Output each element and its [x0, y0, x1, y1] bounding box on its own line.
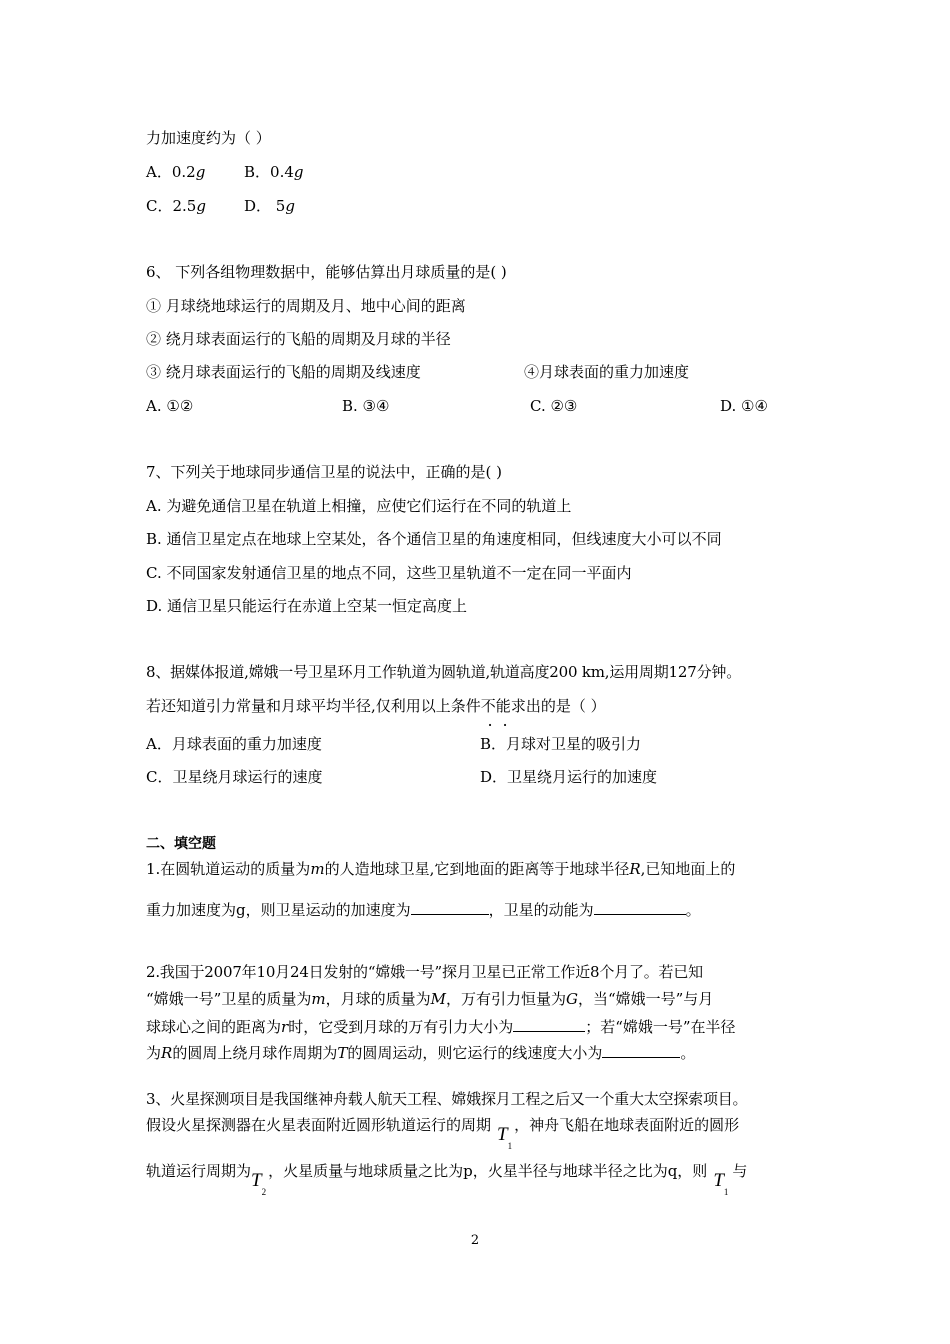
q8-option-b: B．月球对卫星的吸引力 — [480, 735, 642, 753]
q7-stem: 7、下列关于地球同步通信卫星的说法中，正确的是( ) — [146, 463, 503, 481]
f3-text-3b: ，火星质量与地球质量之比为p，火星半径与地球半径之比为q，则 — [268, 1162, 708, 1180]
q5-option-d-g: g — [285, 197, 295, 215]
f2-line-3 — [146, 1015, 736, 1037]
f2-line-2 — [146, 989, 713, 1009]
f1-var-m: m — [310, 860, 325, 878]
q6-item-1: ① 月球绕地球运行的周期及月、地中心间的距离 — [146, 297, 466, 315]
f2-text-2a: “嫦娥一号”卫星的质量为 — [146, 990, 312, 1008]
f3-symbol-T2 — [251, 1170, 267, 1197]
f2-var-m: m — [311, 990, 326, 1008]
q8-option-a: A．月球表面的重力加速度 — [146, 735, 322, 753]
q5-option-c — [146, 196, 206, 216]
f2-var-T: T — [337, 1044, 348, 1062]
q8-line-1: 8、据媒体报道,嫦娥一号卫星环月工作轨道为圆轨道,轨道高度200 km,运用周期127分钟。 — [146, 663, 741, 681]
q5-option-a-g: g — [195, 163, 206, 181]
f2-text-2c: ，万有引力恒量为 — [445, 990, 566, 1008]
f3-symbol-T1-ratio-letter: T — [713, 1170, 724, 1191]
f1-text-1a: 1.在圆轨道运动的质量为 — [146, 860, 311, 878]
q6-stem: 6、 下列各组物理数据中，能够估算出月球质量的是( ) — [146, 263, 507, 281]
f2-text-3c: ；若“嫦娥一号”在半径 — [585, 1018, 736, 1036]
f3-text-2b: ，神舟飞船在地球表面附近的圆形 — [514, 1116, 740, 1134]
q5-option-b — [244, 162, 304, 182]
page-number: 2 — [470, 1233, 480, 1248]
q6-option-b: B. ③④ — [342, 397, 390, 415]
f3-text-3c: 与 — [732, 1162, 748, 1180]
f2-text-4d: 。 — [680, 1044, 696, 1062]
f3-symbol-T2-letter: T — [251, 1170, 262, 1191]
f3-line-2 — [146, 1115, 740, 1151]
f3-symbol-T1-ratio — [713, 1170, 729, 1197]
q5-option-c-text: C．2.5 — [146, 197, 197, 215]
f2-line-4 — [146, 1041, 695, 1063]
f1-line-2 — [146, 898, 701, 920]
f1-var-R: R — [629, 860, 641, 878]
q7-option-a: A. 为避免通信卫星在轨道上相撞，应使它们运行在不同的轨道上 — [146, 497, 572, 515]
q8-emphasis-not: 不 — [480, 697, 496, 715]
f1-text-1c: ,已知地面上的 — [640, 860, 736, 878]
f2-blank-gravitational-force[interactable] — [513, 1015, 585, 1032]
f2-text-4c: 的圆周运动，则它运行的线速度大小为 — [347, 1044, 603, 1062]
f1-text-1b: 的人造地球卫星,它到地面的距离等于地球半径 — [324, 860, 630, 878]
q5-option-d-text: D． 5 — [244, 197, 286, 215]
q5-option-b-text: B．0.4 — [244, 163, 294, 181]
q7-option-d: D. 通信卫星只能运行在赤道上空某一恒定高度上 — [146, 597, 468, 615]
q5-option-a — [146, 162, 205, 182]
f2-text-3a: 球球心之间的距离为 — [146, 1018, 282, 1036]
f1-text-2c: 。 — [685, 901, 701, 919]
q8-option-d: D．卫星绕月运行的加速度 — [480, 768, 658, 786]
f2-text-3b: 时，它受到月球的万有引力大小为 — [288, 1018, 514, 1036]
q5-option-b-g: g — [293, 163, 304, 181]
q8-line-2-post: 求出的是（ ） — [510, 697, 606, 715]
f1-line-1 — [146, 859, 735, 879]
f2-var-R: R — [161, 1044, 173, 1062]
f1-blank-kinetic-energy[interactable] — [594, 898, 686, 915]
f2-var-G: G — [565, 990, 578, 1008]
f1-blank-acceleration[interactable] — [411, 898, 489, 915]
q8-option-c: C．卫星绕月球运行的速度 — [146, 768, 323, 786]
f2-line-1: 2.我国于2007年10月24日发射的“嫦娥一号”探月卫星已正常工作近8个月了。若已知 — [146, 963, 703, 981]
q6-item-3: ③ 绕月球表面运行的飞船的周期及线速度 — [146, 363, 421, 381]
q7-option-c: C. 不同国家发射通信卫星的地点不同，这些卫星轨道不一定在同一平面内 — [146, 564, 632, 582]
f2-text-2d: ，当“嫦娥一号”与月 — [577, 990, 714, 1008]
q7-option-b: B. 通信卫星定点在地球上空某处，各个通信卫星的角速度相同，但线速度大小可以不同 — [146, 530, 722, 548]
f1-text-2a: 重力加速度为g，则卫星运动的加速度为 — [146, 901, 411, 919]
f3-text-3a: 轨道运行周期为 — [146, 1162, 252, 1180]
q8-line-2 — [146, 696, 606, 716]
q5-option-d — [244, 196, 295, 216]
f3-line-1: 3、火星探测项目是我国继神舟载人航天工程、嫦娥探月工程之后又一个重大太空探索项目。 — [146, 1090, 748, 1108]
f1-text-2b: ，卫星的动能为 — [488, 901, 594, 919]
f2-var-r: r — [281, 1018, 289, 1036]
q6-option-d: D. ①④ — [720, 397, 768, 415]
f2-blank-linear-velocity[interactable] — [602, 1041, 680, 1058]
f2-var-M: M — [430, 990, 446, 1008]
f3-symbol-T1-letter: T — [497, 1124, 508, 1145]
q8-line-2-pre: 若还知道引力常量和月球平均半径,仅利用以上条件 — [146, 697, 481, 715]
f3-symbol-T2-subscript: 2 — [261, 1186, 267, 1197]
q6-item-2: ② 绕月球表面运行的飞船的周期及月球的半径 — [146, 330, 451, 348]
f2-text-4a: 为 — [146, 1044, 162, 1062]
q6-option-c: C. ②③ — [530, 397, 578, 415]
f3-symbol-T1-subscript: 1 — [507, 1140, 513, 1151]
section-heading-fill-in: 二、填空题 — [146, 836, 216, 852]
f2-text-4b: 的圆周上绕月球作周期为 — [172, 1044, 338, 1062]
q5-stem-tail: 力加速度约为（ ） — [146, 129, 271, 147]
f3-symbol-T1 — [497, 1124, 513, 1151]
q8-emphasis-can: 能 — [495, 697, 511, 715]
q5-option-c-g: g — [196, 197, 206, 215]
f2-text-2b: ，月球的质量为 — [325, 990, 431, 1008]
f3-text-2a: 假设火星探测器在火星表面附近圆形轨道运行的周期 — [146, 1116, 492, 1134]
q6-item-4: ④月球表面的重力加速度 — [524, 363, 690, 381]
f3-line-3 — [146, 1161, 748, 1197]
q6-option-a: A. ①② — [146, 397, 194, 415]
q5-option-a-text: A．0.2 — [146, 163, 196, 181]
f3-symbol-T1-ratio-subscript: 1 — [723, 1186, 729, 1197]
